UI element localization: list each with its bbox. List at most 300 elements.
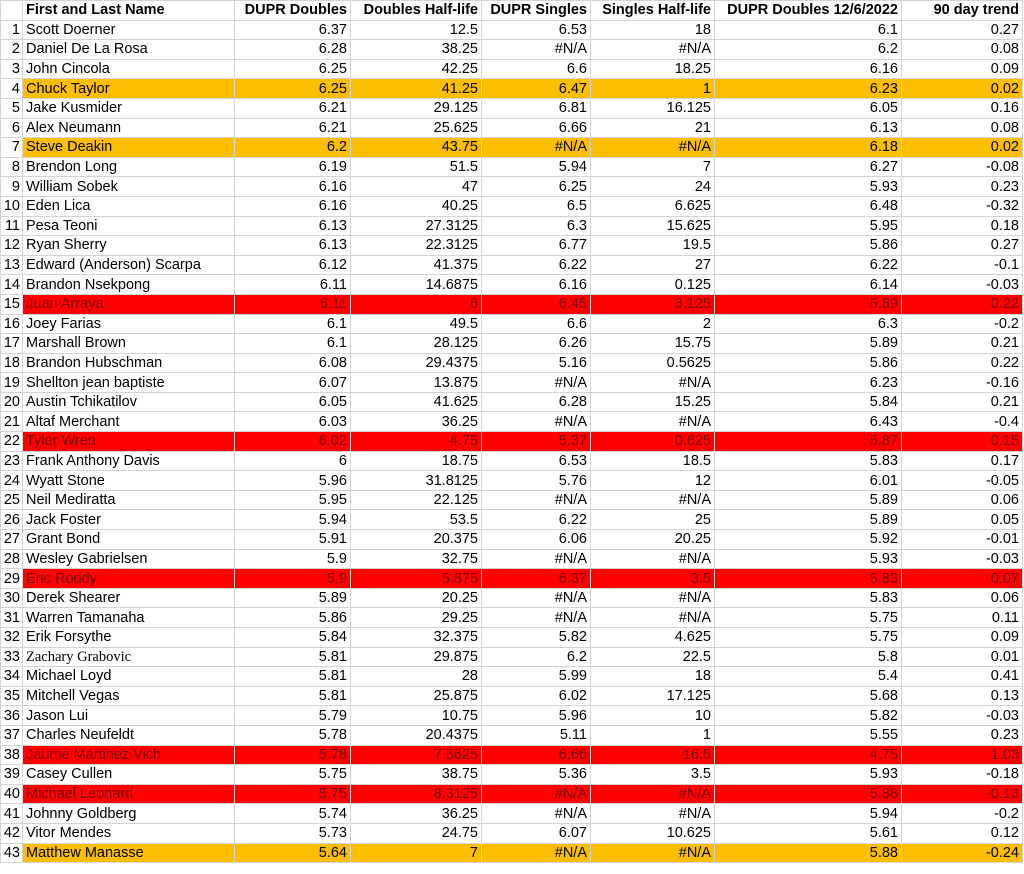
singles-half-life-cell[interactable]: #N/A bbox=[591, 784, 715, 804]
dupr-doubles-cell[interactable]: 6.28 bbox=[235, 40, 351, 60]
row-index-cell[interactable]: 23 bbox=[1, 451, 23, 471]
doubles-half-life-cell[interactable]: 29.4375 bbox=[351, 353, 482, 373]
row-index-cell[interactable]: 43 bbox=[1, 843, 23, 863]
dupr-singles-cell[interactable]: #N/A bbox=[482, 138, 591, 158]
row-index-cell[interactable]: 13 bbox=[1, 255, 23, 275]
trend-cell[interactable]: -0.16 bbox=[902, 373, 1023, 393]
trend-cell[interactable]: 0.18 bbox=[902, 216, 1023, 236]
dupr-singles-cell[interactable]: 6.66 bbox=[482, 745, 591, 765]
dupr-doubles-cell[interactable]: 6.1 bbox=[235, 334, 351, 354]
trend-cell[interactable]: 0.13 bbox=[902, 686, 1023, 706]
dupr-doubles-cell[interactable]: 5.81 bbox=[235, 647, 351, 667]
singles-half-life-cell[interactable]: 0.625 bbox=[591, 432, 715, 452]
trend-cell[interactable]: 1.03 bbox=[902, 745, 1023, 765]
dupr-doubles-2022-cell[interactable]: 5.89 bbox=[715, 510, 902, 530]
player-name-cell[interactable]: Neil Mediratta bbox=[23, 490, 235, 510]
trend-cell[interactable]: 0.07 bbox=[902, 569, 1023, 589]
dupr-doubles-cell[interactable]: 5.89 bbox=[235, 588, 351, 608]
player-name-cell[interactable]: Austin Tchikatilov bbox=[23, 392, 235, 412]
player-name-cell[interactable]: Warren Tamanaha bbox=[23, 608, 235, 628]
dupr-doubles-2022-cell[interactable]: 5.93 bbox=[715, 549, 902, 569]
doubles-half-life-cell[interactable]: 36.25 bbox=[351, 804, 482, 824]
row-index-cell[interactable]: 18 bbox=[1, 353, 23, 373]
trend-cell[interactable]: -0.24 bbox=[902, 843, 1023, 863]
trend-cell[interactable]: 0.17 bbox=[902, 451, 1023, 471]
player-name-cell[interactable]: Matthew Manasse bbox=[23, 843, 235, 863]
dupr-doubles-2022-cell[interactable]: 5.86 bbox=[715, 236, 902, 256]
singles-half-life-cell[interactable]: #N/A bbox=[591, 804, 715, 824]
dupr-doubles-cell[interactable]: 5.95 bbox=[235, 490, 351, 510]
trend-cell[interactable]: 0.27 bbox=[902, 20, 1023, 40]
row-index-cell[interactable]: 33 bbox=[1, 647, 23, 667]
player-name-cell[interactable]: Michael Leonard bbox=[23, 784, 235, 804]
doubles-half-life-cell[interactable]: 40.25 bbox=[351, 196, 482, 216]
player-name-cell[interactable]: Erik Forsythe bbox=[23, 628, 235, 648]
singles-half-life-cell[interactable]: 7 bbox=[591, 157, 715, 177]
dupr-doubles-cell[interactable]: 6.07 bbox=[235, 373, 351, 393]
dupr-singles-cell[interactable]: 6.6 bbox=[482, 59, 591, 79]
row-index-cell[interactable]: 24 bbox=[1, 471, 23, 491]
player-name-cell[interactable]: Grant Bond bbox=[23, 530, 235, 550]
dupr-doubles-2022-cell[interactable]: 5.89 bbox=[715, 490, 902, 510]
dupr-doubles-cell[interactable]: 6.21 bbox=[235, 98, 351, 118]
dupr-doubles-cell[interactable]: 6.11 bbox=[235, 275, 351, 295]
player-name-cell[interactable]: Wyatt Stone bbox=[23, 471, 235, 491]
dupr-doubles-cell[interactable]: 5.75 bbox=[235, 784, 351, 804]
dupr-singles-cell[interactable]: #N/A bbox=[482, 373, 591, 393]
player-name-cell[interactable]: Vitor Mendes bbox=[23, 823, 235, 843]
dupr-doubles-cell[interactable]: 6.08 bbox=[235, 353, 351, 373]
dupr-doubles-2022-cell[interactable]: 5.93 bbox=[715, 177, 902, 197]
doubles-half-life-cell[interactable]: 43.75 bbox=[351, 138, 482, 158]
singles-half-life-cell[interactable]: 4.625 bbox=[591, 628, 715, 648]
dupr-doubles-cell[interactable]: 5.96 bbox=[235, 471, 351, 491]
dupr-doubles-cell[interactable]: 6.2 bbox=[235, 138, 351, 158]
doubles-half-life-cell[interactable]: 31.8125 bbox=[351, 471, 482, 491]
singles-half-life-cell[interactable]: 15.75 bbox=[591, 334, 715, 354]
row-index-cell[interactable]: 10 bbox=[1, 196, 23, 216]
dupr-doubles-cell[interactable]: 6.02 bbox=[235, 432, 351, 452]
dupr-doubles-cell[interactable]: 6.37 bbox=[235, 20, 351, 40]
singles-half-life-cell[interactable]: 22.5 bbox=[591, 647, 715, 667]
singles-half-life-cell[interactable]: 3.125 bbox=[591, 294, 715, 314]
doubles-half-life-cell[interactable]: 10.75 bbox=[351, 706, 482, 726]
doubles-half-life-cell[interactable]: 36.25 bbox=[351, 412, 482, 432]
dupr-singles-cell[interactable]: 5.96 bbox=[482, 706, 591, 726]
doubles-half-life-cell[interactable]: 41.625 bbox=[351, 392, 482, 412]
dupr-singles-cell[interactable]: #N/A bbox=[482, 588, 591, 608]
trend-cell[interactable]: 0.23 bbox=[902, 725, 1023, 745]
row-index-cell[interactable]: 6 bbox=[1, 118, 23, 138]
trend-cell[interactable]: 0.02 bbox=[902, 79, 1023, 99]
dupr-singles-cell[interactable]: 5.94 bbox=[482, 157, 591, 177]
singles-half-life-cell[interactable]: #N/A bbox=[591, 373, 715, 393]
trend-cell[interactable]: 0.11 bbox=[902, 608, 1023, 628]
singles-half-life-cell[interactable]: 21 bbox=[591, 118, 715, 138]
player-name-cell[interactable]: Brandon Hubschman bbox=[23, 353, 235, 373]
trend-cell[interactable]: 0.09 bbox=[902, 59, 1023, 79]
dupr-doubles-cell[interactable]: 6.19 bbox=[235, 157, 351, 177]
dupr-singles-cell[interactable]: 5.82 bbox=[482, 628, 591, 648]
row-index-cell[interactable]: 26 bbox=[1, 510, 23, 530]
dupr-singles-cell[interactable]: 6.22 bbox=[482, 510, 591, 530]
doubles-half-life-cell[interactable]: 47 bbox=[351, 177, 482, 197]
dupr-singles-cell[interactable]: #N/A bbox=[482, 784, 591, 804]
doubles-half-life-cell[interactable]: 38.25 bbox=[351, 40, 482, 60]
player-name-cell[interactable]: Shellton jean baptiste bbox=[23, 373, 235, 393]
row-index-cell[interactable]: 27 bbox=[1, 530, 23, 550]
singles-half-life-cell[interactable]: 1 bbox=[591, 725, 715, 745]
singles-half-life-cell[interactable]: 3.5 bbox=[591, 765, 715, 785]
dupr-singles-cell[interactable]: 6.45 bbox=[482, 294, 591, 314]
doubles-half-life-cell[interactable]: 20.4375 bbox=[351, 725, 482, 745]
dupr-doubles-cell[interactable]: 6.16 bbox=[235, 196, 351, 216]
player-name-cell[interactable]: Pesa Teoni bbox=[23, 216, 235, 236]
player-name-cell[interactable]: John Cincola bbox=[23, 59, 235, 79]
dupr-singles-cell[interactable]: #N/A bbox=[482, 608, 591, 628]
dupr-singles-cell[interactable]: 5.11 bbox=[482, 725, 591, 745]
trend-cell[interactable]: 0.21 bbox=[902, 392, 1023, 412]
trend-cell[interactable]: -0.03 bbox=[902, 549, 1023, 569]
player-name-cell[interactable]: Wesley Gabrielsen bbox=[23, 549, 235, 569]
row-index-cell[interactable]: 9 bbox=[1, 177, 23, 197]
dupr-doubles-2022-cell[interactable]: 6.48 bbox=[715, 196, 902, 216]
player-name-cell[interactable]: Ryan Sherry bbox=[23, 236, 235, 256]
dupr-singles-cell[interactable]: #N/A bbox=[482, 804, 591, 824]
dupr-doubles-2022-cell[interactable]: 5.75 bbox=[715, 628, 902, 648]
dupr-doubles-cell[interactable]: 5.91 bbox=[235, 530, 351, 550]
dupr-doubles-2022-cell[interactable]: 5.55 bbox=[715, 725, 902, 745]
doubles-half-life-cell[interactable]: 29.25 bbox=[351, 608, 482, 628]
row-index-cell[interactable]: 5 bbox=[1, 98, 23, 118]
trend-cell[interactable]: 0.41 bbox=[902, 667, 1023, 687]
doubles-half-life-cell[interactable]: 28 bbox=[351, 667, 482, 687]
singles-half-life-cell[interactable]: #N/A bbox=[591, 40, 715, 60]
row-index-cell[interactable]: 25 bbox=[1, 490, 23, 510]
dupr-doubles-2022-cell[interactable]: 5.95 bbox=[715, 216, 902, 236]
doubles-half-life-cell[interactable]: 51.5 bbox=[351, 157, 482, 177]
player-name-cell[interactable]: Johnny Goldberg bbox=[23, 804, 235, 824]
doubles-half-life-cell[interactable]: 8.3125 bbox=[351, 784, 482, 804]
row-index-cell[interactable]: 20 bbox=[1, 392, 23, 412]
doubles-half-life-cell[interactable]: 7 bbox=[351, 843, 482, 863]
singles-half-life-cell[interactable]: 19.5 bbox=[591, 236, 715, 256]
trend-cell[interactable]: -0.03 bbox=[902, 706, 1023, 726]
dupr-doubles-cell[interactable]: 6.11 bbox=[235, 294, 351, 314]
player-name-cell[interactable]: Jason Lui bbox=[23, 706, 235, 726]
trend-cell[interactable]: 0.22 bbox=[902, 353, 1023, 373]
trend-cell[interactable]: 0.12 bbox=[902, 823, 1023, 843]
dupr-singles-cell[interactable]: 6.2 bbox=[482, 647, 591, 667]
doubles-half-life-cell[interactable]: 18.75 bbox=[351, 451, 482, 471]
doubles-half-life-cell[interactable]: 49.5 bbox=[351, 314, 482, 334]
dupr-doubles-2022-cell[interactable]: 6.18 bbox=[715, 138, 902, 158]
row-index-cell[interactable]: 1 bbox=[1, 20, 23, 40]
row-index-cell[interactable]: 39 bbox=[1, 765, 23, 785]
player-name-cell[interactable]: Charles Neufeldt bbox=[23, 725, 235, 745]
dupr-doubles-cell[interactable]: 6.12 bbox=[235, 255, 351, 275]
player-name-cell[interactable]: Mitchell Vegas bbox=[23, 686, 235, 706]
dupr-singles-cell[interactable]: 5.76 bbox=[482, 471, 591, 491]
player-name-cell[interactable]: Juan Arraya bbox=[23, 294, 235, 314]
trend-cell[interactable]: 0.16 bbox=[902, 98, 1023, 118]
trend-cell[interactable]: 0.09 bbox=[902, 628, 1023, 648]
dupr-singles-cell[interactable]: 6.6 bbox=[482, 314, 591, 334]
trend-cell[interactable]: -0.2 bbox=[902, 314, 1023, 334]
row-index-cell[interactable]: 41 bbox=[1, 804, 23, 824]
header-index-cell[interactable] bbox=[1, 1, 23, 21]
row-index-cell[interactable]: 32 bbox=[1, 628, 23, 648]
dupr-doubles-2022-cell[interactable]: 6.13 bbox=[715, 118, 902, 138]
header-dupr-singles[interactable]: DUPR Singles bbox=[482, 1, 591, 21]
singles-half-life-cell[interactable]: #N/A bbox=[591, 549, 715, 569]
dupr-doubles-cell[interactable]: 6.1 bbox=[235, 314, 351, 334]
trend-cell[interactable]: -0.18 bbox=[902, 765, 1023, 785]
header-singles-half-life[interactable]: Singles Half-life bbox=[591, 1, 715, 21]
dupr-doubles-2022-cell[interactable]: 5.4 bbox=[715, 667, 902, 687]
dupr-singles-cell[interactable]: 6.16 bbox=[482, 275, 591, 295]
row-index-cell[interactable]: 11 bbox=[1, 216, 23, 236]
trend-cell[interactable]: 0.08 bbox=[902, 40, 1023, 60]
dupr-singles-cell[interactable]: 6.77 bbox=[482, 236, 591, 256]
dupr-doubles-cell[interactable]: 5.86 bbox=[235, 608, 351, 628]
row-index-cell[interactable]: 17 bbox=[1, 334, 23, 354]
singles-half-life-cell[interactable]: #N/A bbox=[591, 490, 715, 510]
dupr-doubles-cell[interactable]: 5.9 bbox=[235, 569, 351, 589]
doubles-half-life-cell[interactable]: 12.5 bbox=[351, 20, 482, 40]
row-index-cell[interactable]: 35 bbox=[1, 686, 23, 706]
player-name-cell[interactable]: Frank Anthony Davis bbox=[23, 451, 235, 471]
dupr-doubles-cell[interactable]: 5.81 bbox=[235, 667, 351, 687]
singles-half-life-cell[interactable]: #N/A bbox=[591, 412, 715, 432]
dupr-doubles-cell[interactable]: 5.81 bbox=[235, 686, 351, 706]
dupr-doubles-2022-cell[interactable]: 6.01 bbox=[715, 471, 902, 491]
singles-half-life-cell[interactable]: 0.5625 bbox=[591, 353, 715, 373]
dupr-doubles-2022-cell[interactable]: 5.61 bbox=[715, 823, 902, 843]
player-name-cell[interactable]: Scott Doerner bbox=[23, 20, 235, 40]
row-index-cell[interactable]: 4 bbox=[1, 79, 23, 99]
singles-half-life-cell[interactable]: #N/A bbox=[591, 843, 715, 863]
dupr-doubles-2022-cell[interactable]: 5.94 bbox=[715, 804, 902, 824]
dupr-doubles-2022-cell[interactable]: 5.83 bbox=[715, 588, 902, 608]
trend-cell[interactable]: 0.23 bbox=[902, 177, 1023, 197]
singles-half-life-cell[interactable]: 10.625 bbox=[591, 823, 715, 843]
row-index-cell[interactable]: 30 bbox=[1, 588, 23, 608]
dupr-singles-cell[interactable]: 6.28 bbox=[482, 392, 591, 412]
singles-half-life-cell[interactable]: 27 bbox=[591, 255, 715, 275]
row-index-cell[interactable]: 21 bbox=[1, 412, 23, 432]
player-name-cell[interactable]: Eden Lica bbox=[23, 196, 235, 216]
doubles-half-life-cell[interactable]: 38.75 bbox=[351, 765, 482, 785]
doubles-half-life-cell[interactable]: 41.375 bbox=[351, 255, 482, 275]
player-name-cell[interactable]: Jaume Martinez Vich bbox=[23, 745, 235, 765]
row-index-cell[interactable]: 40 bbox=[1, 784, 23, 804]
doubles-half-life-cell[interactable]: 7.5625 bbox=[351, 745, 482, 765]
dupr-singles-cell[interactable]: 6.07 bbox=[482, 823, 591, 843]
dupr-singles-cell[interactable]: 5.36 bbox=[482, 765, 591, 785]
row-index-cell[interactable]: 19 bbox=[1, 373, 23, 393]
dupr-singles-cell[interactable]: 6.53 bbox=[482, 20, 591, 40]
dupr-doubles-2022-cell[interactable]: 6.14 bbox=[715, 275, 902, 295]
dupr-singles-cell[interactable]: 6.06 bbox=[482, 530, 591, 550]
dupr-doubles-2022-cell[interactable]: 5.86 bbox=[715, 353, 902, 373]
player-name-cell[interactable]: Altaf Merchant bbox=[23, 412, 235, 432]
dupr-doubles-cell[interactable]: 6.13 bbox=[235, 236, 351, 256]
dupr-doubles-cell[interactable]: 5.9 bbox=[235, 549, 351, 569]
singles-half-life-cell[interactable]: 1 bbox=[591, 79, 715, 99]
doubles-half-life-cell[interactable]: 5.875 bbox=[351, 569, 482, 589]
dupr-singles-cell[interactable]: 5.37 bbox=[482, 432, 591, 452]
dupr-singles-cell[interactable]: 6.37 bbox=[482, 569, 591, 589]
dupr-doubles-cell[interactable]: 6.03 bbox=[235, 412, 351, 432]
row-index-cell[interactable]: 7 bbox=[1, 138, 23, 158]
dupr-doubles-2022-cell[interactable]: 5.8 bbox=[715, 647, 902, 667]
header-90-day-trend[interactable]: 90 day trend bbox=[902, 1, 1023, 21]
dupr-doubles-2022-cell[interactable]: 6.05 bbox=[715, 98, 902, 118]
singles-half-life-cell[interactable]: 15.25 bbox=[591, 392, 715, 412]
player-name-cell[interactable]: Michael Loyd bbox=[23, 667, 235, 687]
player-name-cell[interactable]: Casey Cullen bbox=[23, 765, 235, 785]
dupr-singles-cell[interactable]: 6.22 bbox=[482, 255, 591, 275]
trend-cell[interactable]: 0.27 bbox=[902, 236, 1023, 256]
dupr-doubles-2022-cell[interactable]: 5.88 bbox=[715, 784, 902, 804]
player-name-cell[interactable]: Jake Kusmider bbox=[23, 98, 235, 118]
dupr-doubles-cell[interactable]: 6.25 bbox=[235, 59, 351, 79]
dupr-doubles-cell[interactable]: 5.64 bbox=[235, 843, 351, 863]
singles-half-life-cell[interactable]: 24 bbox=[591, 177, 715, 197]
dupr-singles-cell[interactable]: #N/A bbox=[482, 412, 591, 432]
row-index-cell[interactable]: 8 bbox=[1, 157, 23, 177]
doubles-half-life-cell[interactable]: 32.375 bbox=[351, 628, 482, 648]
doubles-half-life-cell[interactable]: 25.875 bbox=[351, 686, 482, 706]
doubles-half-life-cell[interactable]: 28.125 bbox=[351, 334, 482, 354]
row-index-cell[interactable]: 36 bbox=[1, 706, 23, 726]
header-dupr-doubles-2022[interactable]: DUPR Doubles 12/6/2022 bbox=[715, 1, 902, 21]
trend-cell[interactable]: 0.06 bbox=[902, 588, 1023, 608]
dupr-doubles-cell[interactable]: 6.25 bbox=[235, 79, 351, 99]
trend-cell[interactable]: 0.02 bbox=[902, 138, 1023, 158]
singles-half-life-cell[interactable]: 0.125 bbox=[591, 275, 715, 295]
row-index-cell[interactable]: 31 bbox=[1, 608, 23, 628]
dupr-doubles-cell[interactable]: 6 bbox=[235, 451, 351, 471]
dupr-singles-cell[interactable]: #N/A bbox=[482, 843, 591, 863]
row-index-cell[interactable]: 34 bbox=[1, 667, 23, 687]
singles-half-life-cell[interactable]: 16.125 bbox=[591, 98, 715, 118]
dupr-doubles-2022-cell[interactable]: 6.1 bbox=[715, 20, 902, 40]
dupr-doubles-2022-cell[interactable]: 6.27 bbox=[715, 157, 902, 177]
player-name-cell[interactable]: Daniel De La Rosa bbox=[23, 40, 235, 60]
player-name-cell[interactable]: Joey Farias bbox=[23, 314, 235, 334]
dupr-doubles-2022-cell[interactable]: 6.3 bbox=[715, 314, 902, 334]
doubles-half-life-cell[interactable]: 53.5 bbox=[351, 510, 482, 530]
dupr-doubles-cell[interactable]: 5.75 bbox=[235, 765, 351, 785]
singles-half-life-cell[interactable]: 2 bbox=[591, 314, 715, 334]
header-doubles-half-life[interactable]: Doubles Half-life bbox=[351, 1, 482, 21]
player-name-cell[interactable]: Edward (Anderson) Scarpa bbox=[23, 255, 235, 275]
singles-half-life-cell[interactable]: 17.125 bbox=[591, 686, 715, 706]
player-name-cell[interactable]: Jack Foster bbox=[23, 510, 235, 530]
player-name-cell[interactable]: Steve Deakin bbox=[23, 138, 235, 158]
dupr-doubles-2022-cell[interactable]: 5.87 bbox=[715, 432, 902, 452]
trend-cell[interactable]: -0.08 bbox=[902, 157, 1023, 177]
player-name-cell[interactable]: Tyler Wren bbox=[23, 432, 235, 452]
dupr-doubles-2022-cell[interactable]: 6.23 bbox=[715, 373, 902, 393]
trend-cell[interactable]: 0.15 bbox=[902, 432, 1023, 452]
doubles-half-life-cell[interactable]: 29.875 bbox=[351, 647, 482, 667]
dupr-doubles-cell[interactable]: 5.94 bbox=[235, 510, 351, 530]
trend-cell[interactable]: -0.05 bbox=[902, 471, 1023, 491]
singles-half-life-cell[interactable]: 3.5 bbox=[591, 569, 715, 589]
dupr-doubles-cell[interactable]: 5.78 bbox=[235, 725, 351, 745]
singles-half-life-cell[interactable]: 10 bbox=[591, 706, 715, 726]
dupr-doubles-cell[interactable]: 6.16 bbox=[235, 177, 351, 197]
dupr-singles-cell[interactable]: #N/A bbox=[482, 549, 591, 569]
dupr-doubles-2022-cell[interactable]: 4.75 bbox=[715, 745, 902, 765]
row-index-cell[interactable]: 29 bbox=[1, 569, 23, 589]
dupr-doubles-2022-cell[interactable]: 5.88 bbox=[715, 843, 902, 863]
dupr-doubles-2022-cell[interactable]: 5.83 bbox=[715, 451, 902, 471]
trend-cell[interactable]: -0.13 bbox=[902, 784, 1023, 804]
singles-half-life-cell[interactable]: 18.5 bbox=[591, 451, 715, 471]
dupr-singles-cell[interactable]: #N/A bbox=[482, 490, 591, 510]
singles-half-life-cell[interactable]: #N/A bbox=[591, 588, 715, 608]
trend-cell[interactable]: 0.22 bbox=[902, 294, 1023, 314]
header-dupr-doubles[interactable]: DUPR Doubles bbox=[235, 1, 351, 21]
dupr-doubles-cell[interactable]: 6.21 bbox=[235, 118, 351, 138]
singles-half-life-cell[interactable]: 18 bbox=[591, 667, 715, 687]
player-name-cell[interactable]: Derek Shearer bbox=[23, 588, 235, 608]
singles-half-life-cell[interactable]: 20.25 bbox=[591, 530, 715, 550]
doubles-half-life-cell[interactable]: 25.625 bbox=[351, 118, 482, 138]
dupr-doubles-2022-cell[interactable]: 5.93 bbox=[715, 765, 902, 785]
trend-cell[interactable]: -0.4 bbox=[902, 412, 1023, 432]
singles-half-life-cell[interactable]: #N/A bbox=[591, 138, 715, 158]
dupr-singles-cell[interactable]: 6.5 bbox=[482, 196, 591, 216]
player-name-cell[interactable]: Marshall Brown bbox=[23, 334, 235, 354]
dupr-doubles-cell[interactable]: 5.74 bbox=[235, 804, 351, 824]
singles-half-life-cell[interactable]: 15.625 bbox=[591, 216, 715, 236]
doubles-half-life-cell[interactable]: 22.3125 bbox=[351, 236, 482, 256]
singles-half-life-cell[interactable]: 6.625 bbox=[591, 196, 715, 216]
player-name-cell[interactable]: Alex Neumann bbox=[23, 118, 235, 138]
doubles-half-life-cell[interactable]: 13.875 bbox=[351, 373, 482, 393]
trend-cell[interactable]: -0.01 bbox=[902, 530, 1023, 550]
doubles-half-life-cell[interactable]: 20.375 bbox=[351, 530, 482, 550]
doubles-half-life-cell[interactable]: 14.6875 bbox=[351, 275, 482, 295]
row-index-cell[interactable]: 22 bbox=[1, 432, 23, 452]
dupr-doubles-2022-cell[interactable]: 5.75 bbox=[715, 608, 902, 628]
trend-cell[interactable]: -0.2 bbox=[902, 804, 1023, 824]
doubles-half-life-cell[interactable]: 42.25 bbox=[351, 59, 482, 79]
row-index-cell[interactable]: 38 bbox=[1, 745, 23, 765]
dupr-singles-cell[interactable]: 6.25 bbox=[482, 177, 591, 197]
row-index-cell[interactable]: 12 bbox=[1, 236, 23, 256]
singles-half-life-cell[interactable]: #N/A bbox=[591, 608, 715, 628]
singles-half-life-cell[interactable]: 16.5 bbox=[591, 745, 715, 765]
doubles-half-life-cell[interactable]: 20.25 bbox=[351, 588, 482, 608]
player-name-cell[interactable]: William Sobek bbox=[23, 177, 235, 197]
player-name-cell[interactable]: Zachary Grabovic bbox=[23, 647, 235, 667]
doubles-half-life-cell[interactable]: 32.75 bbox=[351, 549, 482, 569]
trend-cell[interactable]: 0.08 bbox=[902, 118, 1023, 138]
trend-cell[interactable]: -0.1 bbox=[902, 255, 1023, 275]
row-index-cell[interactable]: 14 bbox=[1, 275, 23, 295]
row-index-cell[interactable]: 16 bbox=[1, 314, 23, 334]
dupr-doubles-2022-cell[interactable]: 5.89 bbox=[715, 334, 902, 354]
dupr-doubles-cell[interactable]: 5.73 bbox=[235, 823, 351, 843]
dupr-doubles-2022-cell[interactable]: 6.23 bbox=[715, 79, 902, 99]
trend-cell[interactable]: -0.32 bbox=[902, 196, 1023, 216]
